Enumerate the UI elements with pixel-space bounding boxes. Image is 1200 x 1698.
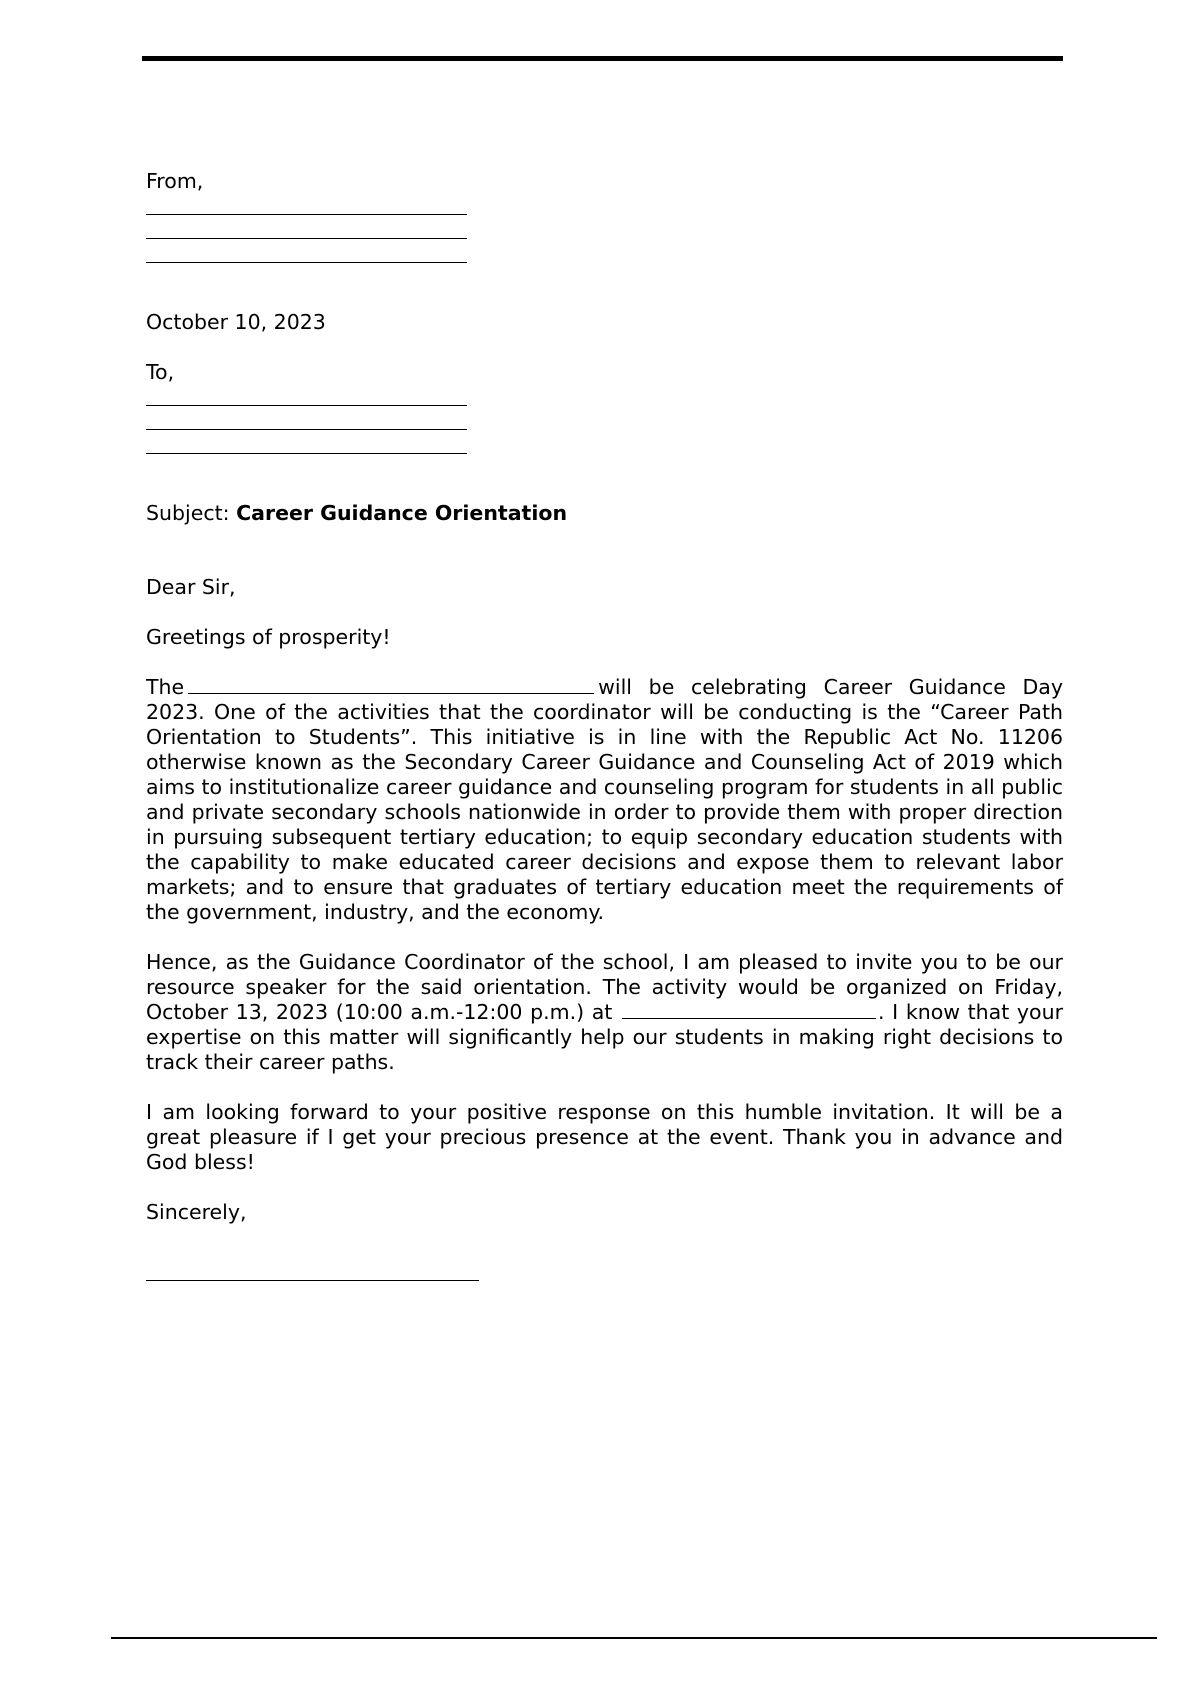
paragraph-1-start: The <box>146 675 185 699</box>
letter-body <box>146 169 1063 1281</box>
organization-blank <box>188 692 594 694</box>
paragraph-1-rest: will be celebrating Career Guidance Day 2023. One of the activities that the coordinator will be conducting is the “Career Path Orientation to Students”. This initiative is in line with the Republic Act No. 11206 otherwise known as the Secondary Career Guidance and Counseling Act of 2019 which aims to institutionalize career guidance and counseling program for students in all public and private secondary schools nationwide in order to provide them with proper direction in pursuing subsequent tertiary education; to equip secondary education students with the capability to make educated career decisions and expose them to relevant labor markets; and to ensure that graduates of tertiary education meet the requirements of the government, industry, and the economy. <box>146 675 1063 924</box>
salutation: Dear Sir, <box>146 575 236 599</box>
subject-title: Career Guidance Orientation <box>236 501 568 525</box>
signature-line <box>146 1280 479 1281</box>
recipient-line-2 <box>146 429 467 430</box>
paragraph-1 <box>146 675 1063 925</box>
subject-label: Subject: <box>146 501 230 525</box>
paragraph-3: I am looking forward to your positive response on this humble invitation. It will be a great pleasure if I get your precious presence at the event. Thank you in advance and God bless! <box>146 1100 1063 1174</box>
sender-line-2 <box>146 238 467 239</box>
sender-line-1 <box>146 214 467 215</box>
paragraph-2-rest: . I know that your expertise on this matter will significantly help our students in making right decisions to track their career paths. <box>146 1000 1063 1074</box>
sender-line-3 <box>146 262 467 263</box>
greeting: Greetings of prosperity! <box>146 625 391 649</box>
header-rule <box>142 56 1063 61</box>
paragraph-2 <box>146 950 1063 1075</box>
to-label: To, <box>146 360 175 384</box>
recipient-line-1 <box>146 405 467 406</box>
paragraph-2-start: Hence, as the Guidance Coordinator of the school, I am pleased to invite you to be our resource speaker for the said orientation. The activity would be organized on Friday, October 13, 2023 (10:00 a.m.-12:00 p.m.) at <box>146 950 1063 1024</box>
subject-line <box>146 501 1063 526</box>
letter-date: October 10, 2023 <box>146 310 326 334</box>
recipient-line-3 <box>146 453 467 454</box>
venue-blank <box>622 1017 876 1019</box>
from-label: From, <box>146 169 204 193</box>
closing: Sincerely, <box>146 1200 247 1224</box>
footer-rule <box>111 1637 1157 1639</box>
